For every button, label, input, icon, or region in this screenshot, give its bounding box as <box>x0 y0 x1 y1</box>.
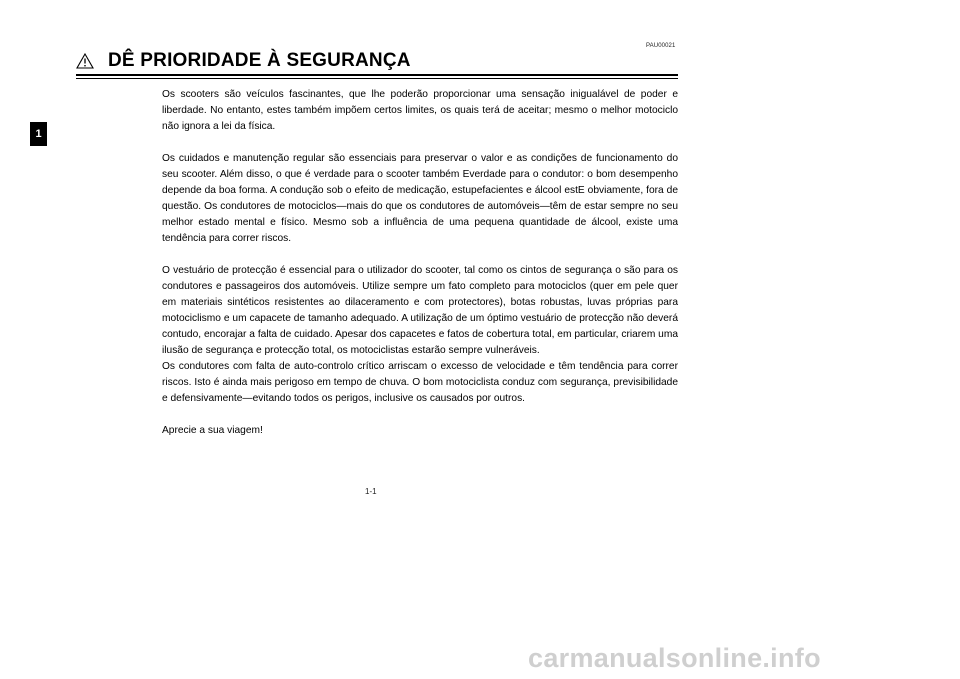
body-text <box>162 87 678 439</box>
paragraph-intro: Os scooters são veículos fascinantes, que lhe poderão proporcionar uma sensação inigualável de poder e liberdade. No entanto, estes também impõem certos limites, os quais terá de aceitar; mesmo o melhor motociclo não ignora a lei da física. <box>162 89 678 132</box>
page-title: DÊ PRIORIDADE À SEGURANÇA <box>108 50 411 71</box>
warning-triangle-icon <box>76 53 94 69</box>
doc-code: PAU00021 <box>646 43 676 49</box>
title-rule-thin <box>76 78 678 79</box>
chapter-tab: 1 <box>30 122 47 146</box>
watermark[interactable]: carmanualsonline.info <box>528 643 821 673</box>
paragraph-self-control: Os condutores com falta de auto-controlo crítico arriscam o excesso de velocidade e têm tendência para correr riscos. Isto é ainda mais perigoso em tempo de chuva. O bom motociclista conduz com segurança, previsibilidade e defensivamente—evitando todos os perigos, inclusive os causados por outros. <box>162 361 678 404</box>
paragraph-maintenance: Os cuidados e manutenção regular são essenciais para preservar o valor e as condições de funcionamento do seu scooter. Além disso, o que é verdade para o scooter também Everdade para o condutor: o bom desempenho depende da boa forma. A condução sob o efeito de medicação, estupefacientes e álcool estE obviamente, fora de questão. Os condutores de motociclos—mais do que os condutores de automóveis—têm de estar sempre no seu melhor estado mental e físico. Mesmo sob a influência de uma pequena quantidade de álcool, existe uma tendência para correr riscos. <box>162 153 678 244</box>
paragraph-protective-gear: O vestuário de protecção é essencial para o utilizador do scooter, tal como os cintos de segurança o são para os condutores e passageiros dos automóveis. Utilize sempre um fato completo para motociclos (quer em pele quer em materiais sintéticos resistentes ao dilaceramento e com protectores), botas robustas, luvas próprias para motociclismo e um capacete de tamanho adequado. A utilização de um óptimo vestuário de protecção não deverá contudo, encorajar a falta de cuidado. Apesar dos capacetes e fatos de cobertura total, em particular, criarem uma ilusão de segurança e protecção total, os motociclistas estarão sempre vulneráveis. <box>162 265 678 356</box>
title-rule-thick <box>76 74 678 76</box>
paragraph-closing: Aprecie a sua viagem! <box>162 425 263 436</box>
page-number: 1-1 <box>365 487 377 496</box>
title-row <box>76 50 411 72</box>
